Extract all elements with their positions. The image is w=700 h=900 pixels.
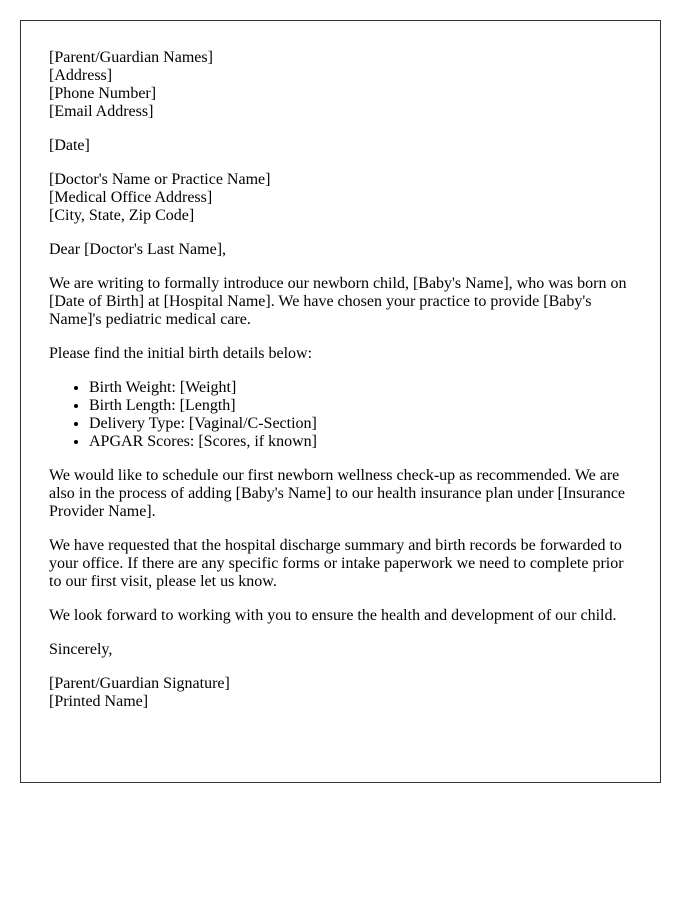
recipient-block	[49, 171, 632, 225]
list-item: • Delivery Type: [Vaginal/C-Section]	[89, 415, 632, 433]
salutation: Dear [Doctor's Last Name],	[49, 241, 227, 258]
list-item: • APGAR Scores: [Scores, if known]	[89, 433, 632, 451]
recipient-city: [City, State, Zip Code]	[49, 207, 195, 224]
signoff: Sincerely,	[49, 641, 113, 658]
signature: [Parent/Guardian Signature]	[49, 675, 230, 692]
schedule-paragraph: We would like to schedule our first newborn wellness check-up as recommended. We are also in the process of adding [Baby's Name] to our health insurance plan under [Insurance Provider Name].	[49, 467, 626, 520]
details-lead: Please find the initial birth details below:	[49, 345, 313, 362]
recipient-name: [Doctor's Name or Practice Name]	[49, 171, 271, 188]
birth-details-list	[49, 379, 632, 451]
intro-paragraph: We are writing to formally introduce our newborn child, [Baby's Name], who was born on [Date of Birth] at [Hospital Name]. We have chosen your practice to provide [Baby's Name]'s pediatric medical care.	[49, 275, 627, 328]
sender-address: [Address]	[49, 67, 113, 84]
list-item: • Birth Length: [Length]	[89, 397, 632, 415]
recipient-address: [Medical Office Address]	[49, 189, 213, 206]
list-item: • Birth Weight: [Weight]	[89, 379, 632, 397]
sender-phone: [Phone Number]	[49, 85, 157, 102]
signature-block	[49, 675, 632, 711]
closing-paragraph: We look forward to working with you to ensure the health and development of our child.	[49, 607, 617, 624]
letter	[20, 20, 661, 783]
letter-date: [Date]	[49, 137, 90, 154]
records-paragraph: We have requested that the hospital discharge summary and birth records be forwarded to your office. If there are any specific forms or intake paperwork we need to complete prior to our first visit, please let us know.	[49, 537, 624, 590]
sender-block	[49, 49, 632, 121]
printed-name: [Printed Name]	[49, 693, 149, 710]
sender-email: [Email Address]	[49, 103, 154, 120]
sender-names: [Parent/Guardian Names]	[49, 49, 213, 66]
